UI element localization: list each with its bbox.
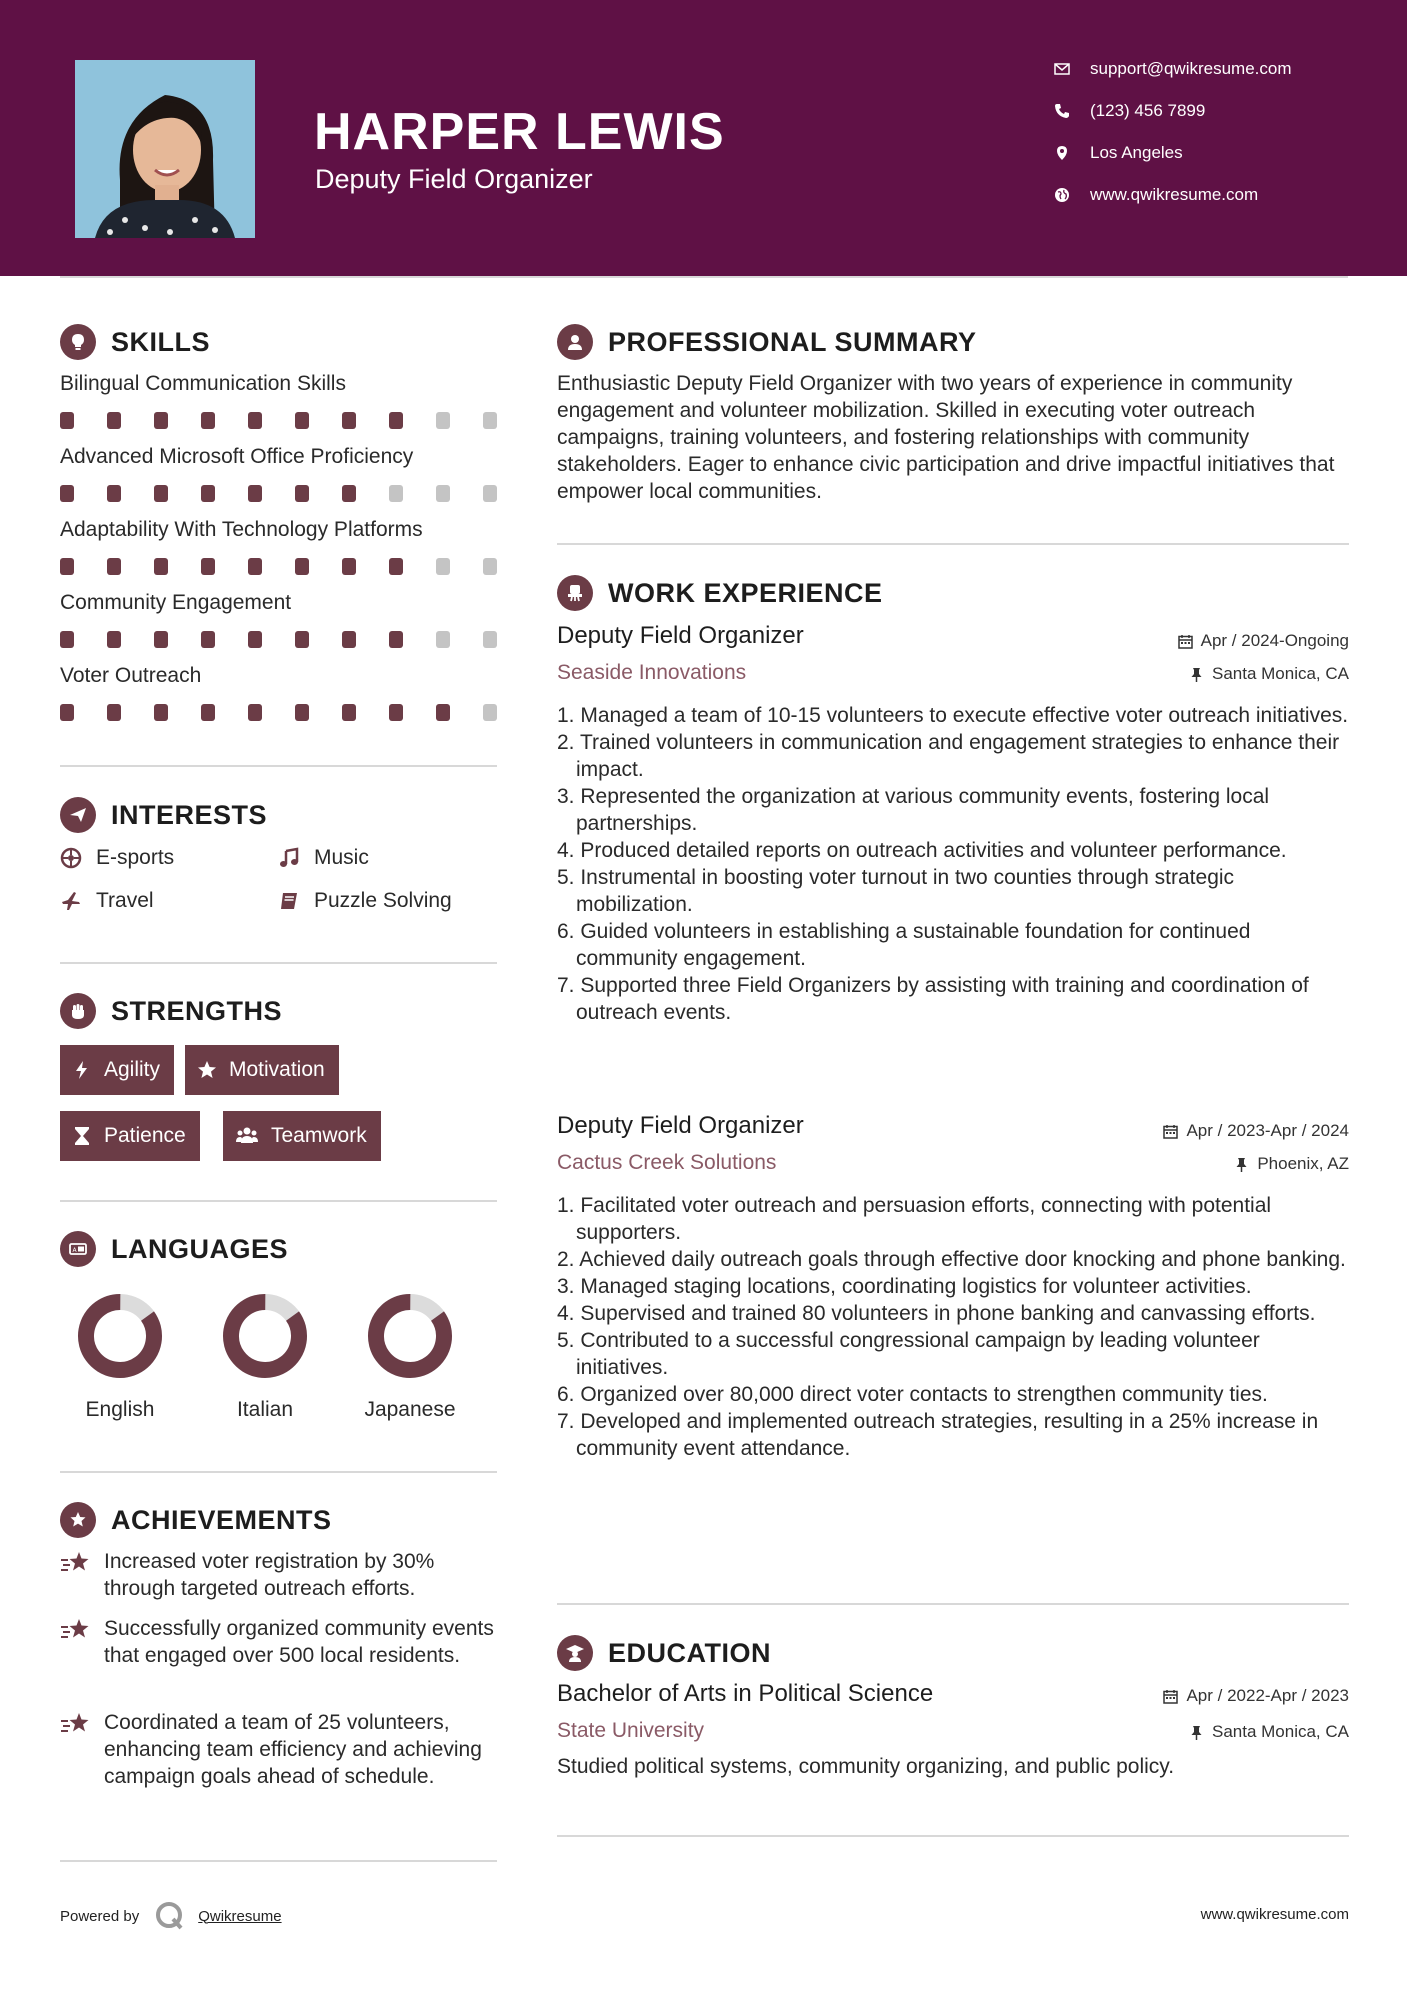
rating-dot-filled bbox=[154, 485, 168, 502]
contact-email-text: support@qwikresume.com bbox=[1090, 59, 1292, 78]
strengths-heading bbox=[60, 991, 282, 1031]
gamepad-icon bbox=[60, 847, 82, 869]
rating-dot-filled bbox=[248, 558, 262, 575]
rating-dot-empty bbox=[483, 704, 497, 721]
interest-item bbox=[60, 887, 154, 915]
contact-website[interactable] bbox=[1054, 182, 1354, 208]
skill-name: Voter Outreach bbox=[60, 664, 202, 687]
language-name: English bbox=[85, 1398, 155, 1421]
rating-dot-filled bbox=[248, 704, 262, 721]
rating-dot-filled bbox=[389, 631, 403, 648]
skill-item bbox=[60, 589, 497, 648]
strengths-divider bbox=[60, 1200, 497, 1202]
job-dates-text: Apr / 2023-Apr / 2024 bbox=[1186, 1121, 1349, 1140]
responsibility-item: 6. Guided volunteers in establishing a sustainable foundation for continued community engagement. bbox=[557, 920, 1251, 970]
strengths-title: STRENGTHS bbox=[111, 995, 283, 1026]
donut-fill bbox=[221, 1292, 309, 1380]
languages-divider bbox=[60, 1471, 497, 1473]
responsibility-item: 3. Represented the organization at various community events, fostering local partnerships. bbox=[557, 785, 1270, 835]
achievements-divider bbox=[60, 1860, 497, 1862]
shooting-star-icon bbox=[60, 1711, 92, 1739]
responsibility-item: 4. Produced detailed reports on outreach activities and volunteer performance. bbox=[557, 839, 1287, 862]
skill-item bbox=[60, 516, 497, 575]
education-divider bbox=[557, 1835, 1349, 1837]
rating-dot-filled bbox=[248, 412, 262, 429]
strength-label: Motivation bbox=[229, 1058, 325, 1081]
lightbulb-icon bbox=[60, 324, 96, 360]
job-responsibilities bbox=[557, 702, 1349, 1026]
responsibility-item: 7. Supported three Field Organizers by assisting with training and coordination of outreach events. bbox=[557, 974, 1309, 1024]
plane-icon bbox=[60, 890, 82, 912]
education-location-text: Santa Monica, CA bbox=[1211, 1722, 1349, 1741]
responsibility-item: 2. Trained volunteers in communication and engagement strategies to enhance their impact. bbox=[557, 731, 1340, 781]
experience-title: WORK EXPERIENCE bbox=[608, 577, 883, 608]
rating-dot-filled bbox=[342, 558, 356, 575]
rating-dot-filled bbox=[342, 412, 356, 429]
skill-rating bbox=[60, 631, 497, 648]
job-location bbox=[1189, 664, 1349, 684]
strength-label: Agility bbox=[104, 1058, 161, 1081]
languages-title: LANGUAGES bbox=[111, 1233, 289, 1264]
skill-name: Community Engagement bbox=[60, 591, 292, 614]
users-icon bbox=[235, 1126, 259, 1146]
summary-heading bbox=[557, 322, 977, 362]
rating-dot-filled bbox=[295, 412, 309, 429]
job-dates bbox=[1163, 1121, 1349, 1141]
achievement-text: Successfully organized community events that engaged over 500 local residents. bbox=[104, 1617, 494, 1667]
interests-heading bbox=[60, 795, 267, 835]
star-icon bbox=[197, 1060, 217, 1080]
qwikresume-link[interactable]: Qwikresume bbox=[198, 1907, 282, 1925]
candidate-title: Deputy Field Organizer bbox=[315, 164, 593, 194]
language-item bbox=[340, 1292, 480, 1422]
interests-divider bbox=[60, 962, 497, 964]
interest-label: E-sports bbox=[96, 846, 175, 869]
envelope-icon bbox=[1054, 61, 1090, 77]
rating-dot-filled bbox=[248, 485, 262, 502]
rating-dot-filled bbox=[154, 558, 168, 575]
rating-dot-empty bbox=[483, 412, 497, 429]
achievement-text: Increased voter registration by 30% through targeted outreach efforts. bbox=[104, 1550, 435, 1600]
responsibility-item: 1. Facilitated voter outreach and persuasion efforts, connecting with potential supporters. bbox=[557, 1194, 1272, 1244]
language-donut bbox=[76, 1292, 164, 1380]
donut-fill bbox=[366, 1292, 454, 1380]
school-name: State University bbox=[557, 1719, 705, 1742]
interest-label: Travel bbox=[96, 889, 154, 912]
rating-dot-filled bbox=[201, 704, 215, 721]
rating-dot-filled bbox=[295, 704, 309, 721]
rating-dot-empty bbox=[436, 631, 450, 648]
donut-fill bbox=[76, 1292, 164, 1380]
footer-powered bbox=[60, 1900, 282, 1932]
summary-divider bbox=[557, 543, 1349, 545]
responsibility-item: 3. Managed staging locations, coordinating logistics for volunteer activities. bbox=[557, 1275, 1252, 1298]
job-dates bbox=[1178, 631, 1349, 651]
achievement-text: Coordinated a team of 25 volunteers, enhancing team efficiency and achieving campaign goals ahead of schedule. bbox=[104, 1711, 482, 1788]
education-description: Studied political systems, community organizing, and public policy. bbox=[557, 1755, 1175, 1778]
responsibility-item: 7. Developed and implemented outreach strategies, resulting in a 25% increase in community event attendance. bbox=[557, 1410, 1319, 1460]
achievement-item bbox=[60, 1615, 500, 1669]
skill-rating bbox=[60, 558, 497, 575]
strength-tag bbox=[223, 1111, 381, 1161]
powered-by-label: Powered by bbox=[60, 1907, 140, 1925]
user-icon bbox=[557, 324, 593, 360]
rating-dot-empty bbox=[483, 631, 497, 648]
contact-email[interactable] bbox=[1054, 56, 1354, 82]
responsibility-item: 2. Achieved daily outreach goals through effective door knocking and phone banking. bbox=[557, 1248, 1346, 1271]
responsibility-item: 5. Instrumental in boosting voter turnout in two counties through strategic mobilization. bbox=[557, 866, 1235, 916]
strength-tag bbox=[185, 1045, 339, 1095]
company-name: Cactus Creek Solutions bbox=[557, 1151, 777, 1174]
hand-fist-icon bbox=[60, 993, 96, 1029]
resume-header bbox=[0, 0, 1407, 276]
skill-rating bbox=[60, 704, 497, 721]
medal-star-icon bbox=[60, 1502, 96, 1538]
book-icon bbox=[278, 890, 300, 912]
strength-label: Patience bbox=[104, 1124, 186, 1147]
skill-name: Bilingual Communication Skills bbox=[60, 372, 346, 395]
rating-dot-filled bbox=[295, 631, 309, 648]
education-heading bbox=[557, 1633, 771, 1673]
interest-label: Music bbox=[314, 846, 369, 869]
rating-dot-filled bbox=[154, 704, 168, 721]
profile-photo-illustration bbox=[75, 60, 255, 238]
paper-plane-icon bbox=[60, 797, 96, 833]
interests-title: INTERESTS bbox=[111, 799, 268, 830]
rating-dot-filled bbox=[389, 558, 403, 575]
rating-dot-filled bbox=[107, 631, 121, 648]
language-donut bbox=[366, 1292, 454, 1380]
globe-icon bbox=[1054, 187, 1090, 203]
rating-dot-filled bbox=[248, 631, 262, 648]
calendar-icon bbox=[1163, 1124, 1178, 1139]
job-title: Deputy Field Organizer bbox=[557, 1112, 804, 1139]
rating-dot-empty bbox=[436, 412, 450, 429]
language-donut bbox=[221, 1292, 309, 1380]
job-location-text: Santa Monica, CA bbox=[1211, 664, 1349, 683]
job-title: Deputy Field Organizer bbox=[557, 622, 804, 649]
rating-dot-filled bbox=[60, 485, 74, 502]
skill-name: Adaptability With Technology Platforms bbox=[60, 518, 423, 541]
contact-phone-text: (123) 456 7899 bbox=[1090, 101, 1206, 120]
rating-dot-filled bbox=[389, 704, 403, 721]
language-item bbox=[50, 1292, 190, 1422]
contact-location bbox=[1054, 140, 1354, 166]
shooting-star-icon bbox=[60, 1550, 92, 1578]
language-icon bbox=[60, 1231, 96, 1267]
achievement-item bbox=[60, 1548, 500, 1602]
achievement-item bbox=[60, 1709, 500, 1790]
language-item bbox=[195, 1292, 335, 1422]
rating-dot-filled bbox=[60, 558, 74, 575]
degree-title: Bachelor of Arts in Political Science bbox=[557, 1680, 934, 1707]
rating-dot-empty bbox=[389, 485, 403, 502]
rating-dot-filled bbox=[107, 704, 121, 721]
language-name: Japanese bbox=[364, 1398, 456, 1421]
job-dates-text: Apr / 2024-Ongoing bbox=[1200, 631, 1349, 650]
strength-tag bbox=[60, 1111, 200, 1161]
map-pin-icon bbox=[1054, 145, 1090, 161]
graduate-icon bbox=[557, 1635, 593, 1671]
rating-dot-empty bbox=[483, 558, 497, 575]
skills-heading bbox=[60, 322, 210, 362]
rating-dot-filled bbox=[201, 631, 215, 648]
profile-photo bbox=[75, 60, 255, 238]
rating-dot-filled bbox=[154, 412, 168, 429]
rating-dot-filled bbox=[60, 704, 74, 721]
rating-dot-filled bbox=[342, 704, 356, 721]
language-name: Italian bbox=[236, 1398, 294, 1421]
company-name: Seaside Innovations bbox=[557, 661, 747, 684]
interest-item bbox=[278, 887, 452, 915]
rating-dot-filled bbox=[201, 558, 215, 575]
job-location bbox=[1234, 1154, 1349, 1174]
rating-dot-filled bbox=[60, 631, 74, 648]
rating-dot-filled bbox=[295, 485, 309, 502]
education-dates bbox=[1163, 1686, 1349, 1706]
header-divider bbox=[60, 276, 1348, 278]
skills-divider bbox=[60, 765, 497, 767]
contact-location-text: Los Angeles bbox=[1090, 143, 1183, 162]
interest-item bbox=[60, 844, 174, 872]
strength-tag bbox=[60, 1045, 174, 1095]
hourglass-icon bbox=[72, 1126, 92, 1146]
rating-dot-filled bbox=[154, 631, 168, 648]
candidate-name: HARPER LEWIS bbox=[314, 103, 725, 161]
rating-dot-filled bbox=[107, 412, 121, 429]
skill-item bbox=[60, 662, 497, 721]
rating-dot-filled bbox=[342, 631, 356, 648]
education-title: EDUCATION bbox=[608, 1637, 771, 1668]
pushpin-icon bbox=[1189, 667, 1204, 682]
bolt-icon bbox=[72, 1060, 92, 1080]
skill-name: Advanced Microsoft Office Proficiency bbox=[60, 445, 414, 468]
responsibility-item: 4. Supervised and trained 80 volunteers in phone banking and canvassing efforts. bbox=[557, 1302, 1316, 1325]
education-dates-text: Apr / 2022-Apr / 2023 bbox=[1186, 1686, 1349, 1705]
experience-heading bbox=[557, 573, 883, 613]
rating-dot-empty bbox=[436, 485, 450, 502]
education-location bbox=[1189, 1722, 1349, 1742]
calendar-icon bbox=[1178, 634, 1193, 649]
job-responsibilities bbox=[557, 1192, 1349, 1462]
pushpin-icon bbox=[1189, 1725, 1204, 1740]
responsibility-item: 6. Organized over 80,000 direct voter contacts to strengthen community ties. bbox=[557, 1383, 1268, 1406]
experience-divider bbox=[557, 1603, 1349, 1605]
skill-rating bbox=[60, 485, 497, 502]
rating-dot-empty bbox=[436, 558, 450, 575]
briefcase-chair-icon bbox=[557, 575, 593, 611]
contact-phone[interactable] bbox=[1054, 98, 1354, 124]
rating-dot-filled bbox=[107, 485, 121, 502]
job-location-text: Phoenix, AZ bbox=[1257, 1154, 1349, 1173]
rating-dot-filled bbox=[295, 558, 309, 575]
responsibility-item: 5. Contributed to a successful congressional campaign by leading volunteer initiatives. bbox=[557, 1329, 1260, 1379]
rating-dot-filled bbox=[60, 412, 74, 429]
rating-dot-filled bbox=[107, 558, 121, 575]
summary-title: PROFESSIONAL SUMMARY bbox=[608, 326, 977, 357]
phone-icon bbox=[1054, 103, 1090, 119]
languages-heading bbox=[60, 1229, 288, 1269]
rating-dot-filled bbox=[201, 485, 215, 502]
summary-text: Enthusiastic Deputy Field Organizer with two years of experience in community engagement and volunteer mobilization. Skilled in executing voter outreach campaigns, training volunteers, and fostering relationships with community stakeholders. Eager to enhance civic participation and drive impactful initiatives that empower local communities. bbox=[557, 372, 1335, 503]
rating-dot-filled bbox=[436, 704, 450, 721]
skill-item bbox=[60, 370, 497, 429]
pushpin-icon bbox=[1234, 1157, 1249, 1172]
interest-label: Puzzle Solving bbox=[314, 889, 452, 912]
svg-text:A: A bbox=[72, 1247, 77, 1254]
rating-dot-filled bbox=[342, 485, 356, 502]
responsibility-item: 1. Managed a team of 10-15 volunteers to execute effective voter outreach initiatives. bbox=[557, 704, 1349, 727]
achievements-heading bbox=[60, 1500, 332, 1540]
footer-url[interactable]: www.qwikresume.com bbox=[1200, 1906, 1349, 1923]
rating-dot-filled bbox=[389, 412, 403, 429]
qwikresume-logo-icon bbox=[154, 1900, 186, 1932]
interest-item bbox=[278, 844, 369, 872]
music-icon bbox=[278, 847, 300, 869]
contact-website-text: www.qwikresume.com bbox=[1090, 185, 1259, 204]
skill-rating bbox=[60, 412, 497, 429]
calendar-icon bbox=[1163, 1689, 1178, 1704]
rating-dot-empty bbox=[483, 485, 497, 502]
rating-dot-filled bbox=[201, 412, 215, 429]
shooting-star-icon bbox=[60, 1617, 92, 1645]
achievements-title: ACHIEVEMENTS bbox=[111, 1504, 332, 1535]
strength-label: Teamwork bbox=[271, 1124, 367, 1147]
skills-title: SKILLS bbox=[111, 326, 211, 357]
skill-item bbox=[60, 443, 497, 502]
